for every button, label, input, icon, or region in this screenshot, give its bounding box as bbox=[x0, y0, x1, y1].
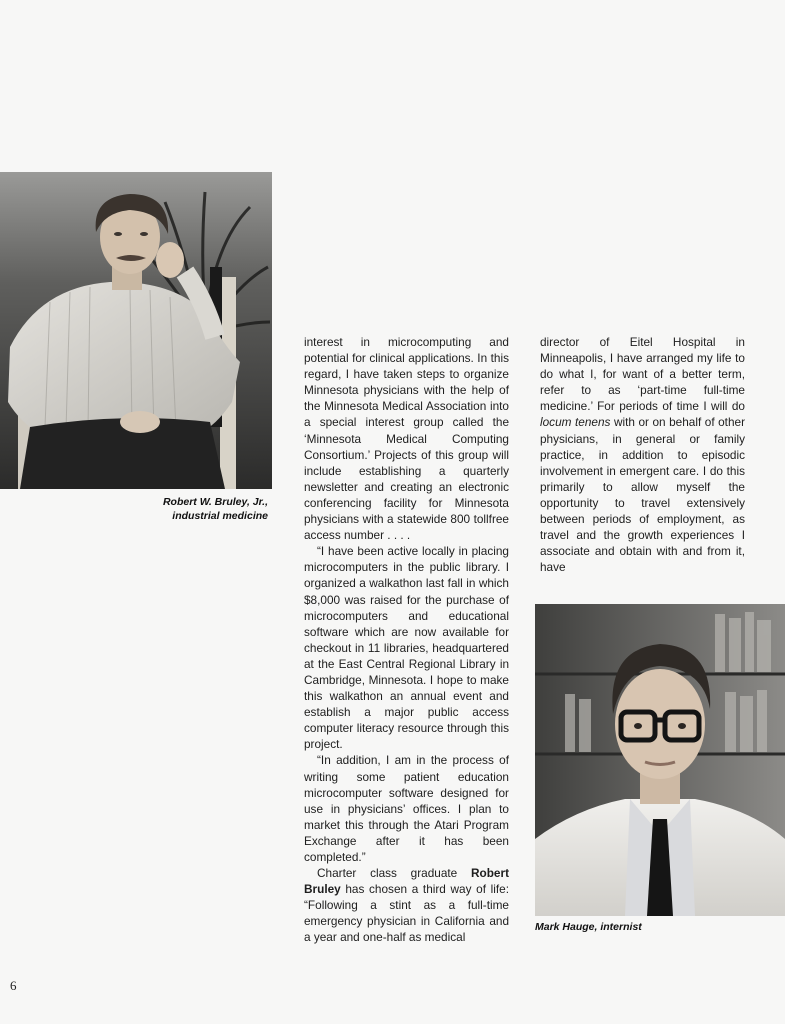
bruley-caption-name: Robert W. Bruley, Jr., bbox=[162, 496, 268, 508]
middle-text-column bbox=[304, 334, 509, 946]
paragraph: interest in microcomputing and potential for clinical applications. In this regard, I have taken steps to organize Minnesota physicians with the help of the Minnesota Medical Association into a special interest group called the ‘Minnesota Medical Computing Consortium.’ Projects of this group will include establishing a quarterly newsletter and creating an electronic conferencing facility for Minnesota physicians with a statewide 800 tollfree access number . . . . bbox=[304, 335, 509, 543]
paragraph-rest: has chosen a third way of life: “Following a stint as a full-time emergency physician in California and a year and one-half as medical bbox=[304, 882, 509, 945]
right-text-column bbox=[540, 334, 745, 575]
italic-term: locum tenens bbox=[540, 415, 611, 430]
paragraph bbox=[540, 334, 745, 575]
bold-name: Robert Bruley bbox=[304, 866, 509, 897]
paragraph bbox=[304, 865, 509, 945]
robert-bruley-photo bbox=[0, 172, 272, 489]
paragraph: “In addition, I am in the process of writing some patient education microcomputer software designed for use in physicians’ offices. I plan to market this through the Atari Program Exchange after it has been completed.” bbox=[304, 753, 509, 864]
paragraph-end: with or on behalf of other physicians, in general or family practice, in addition to episodic involvement in emergent care. I do this primarily to allow myself the opportunity to travel extensively between periods of employment, as travel and the growth experiences I associate and obtain with and from it, have bbox=[540, 415, 746, 575]
paragraph-start: director of Eitel Hospital in Minneapolis, I have arranged my life to do what I, for want of a better term, refer to as ‘part-time full-time medicine.’ For periods of time I will do bbox=[540, 335, 745, 414]
mark-hauge-photo bbox=[535, 604, 785, 916]
page-number: 6 bbox=[10, 978, 17, 993]
bruley-caption-specialty: industrial medicine bbox=[172, 510, 268, 522]
paragraph-lead: Charter class graduate bbox=[317, 866, 471, 881]
bruley-caption bbox=[120, 495, 268, 523]
hauge-caption: Mark Hauge, internist bbox=[535, 921, 642, 933]
paragraph: “I have been active locally in placing microcomputers in the public library. I organized a walkathon last fall in which $8,000 was raised for the purchase of microcomputers and educational software which are now available for checkout in 11 libraries, headquartered at the East Central Regional Library in Cambridge, Minnesota. I hope to make this walkathon an annual event and establish a major public access computer literacy resource through this project. bbox=[304, 544, 509, 752]
